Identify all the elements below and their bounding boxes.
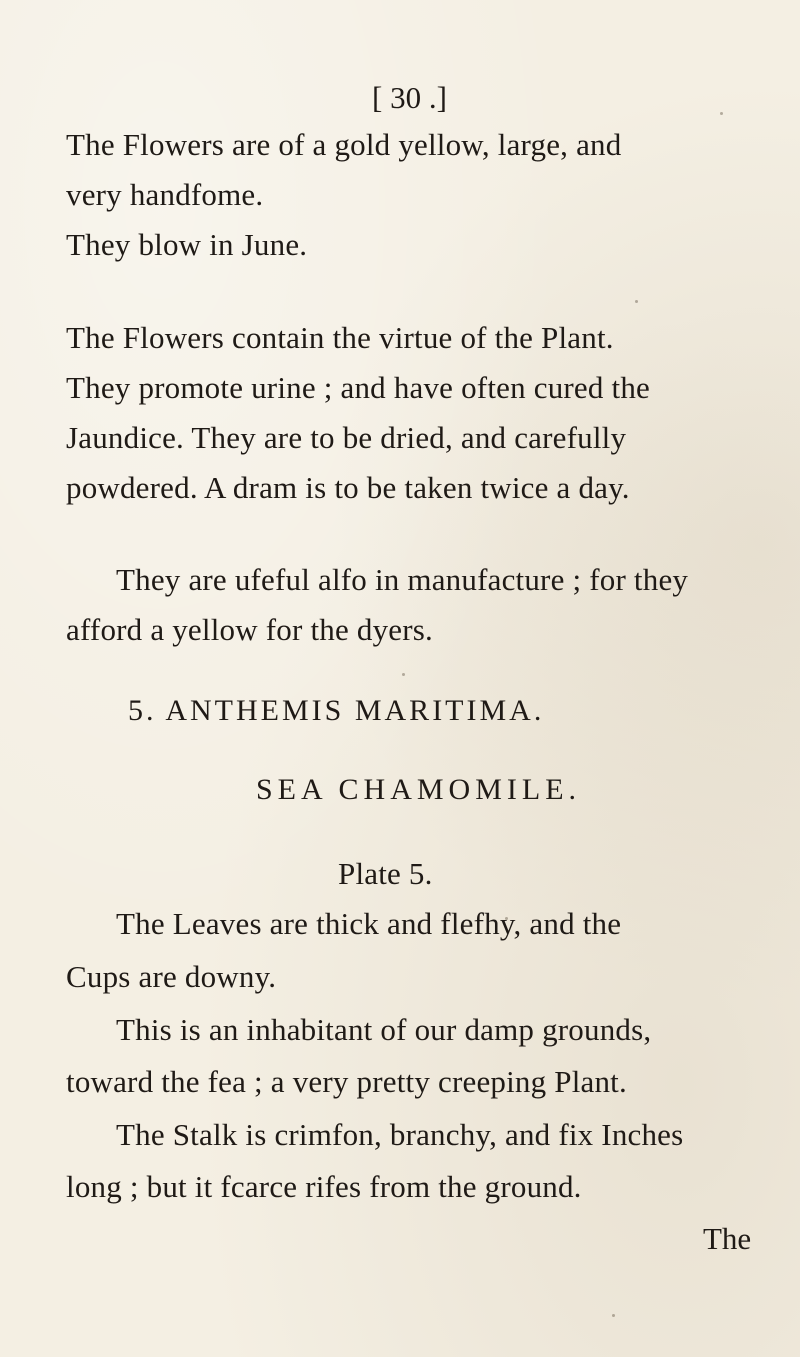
description-line-2: Cups are downy.	[66, 959, 277, 994]
section-title: 5. ANTHEMIS MARITIMA.	[128, 694, 545, 727]
plate-reference: Plate 5.	[338, 856, 433, 891]
description-line-4: toward the fea ; a very pretty creeping Plant.	[66, 1064, 627, 1099]
paragraph-2-line-1: The Flowers contain the virtue of the Plant.	[66, 320, 614, 355]
description-line-1: The Leaves are thick and flefhy, and the	[116, 906, 622, 941]
paper-speck	[635, 300, 638, 303]
paragraph-3-line-1: They are ufeful alfo in manufacture ; for they	[116, 562, 689, 597]
paper-speck	[720, 112, 723, 115]
catchword: The	[703, 1221, 752, 1256]
paragraph-2-line-2: They promote urine ; and have often cured the	[66, 370, 650, 405]
paper-speck	[402, 673, 405, 676]
description-line-5: The Stalk is crimfon, branchy, and fix Inches	[116, 1117, 684, 1152]
paragraph-1-line-3: They blow in June.	[66, 227, 308, 262]
paragraph-2-line-3: Jaundice. They are to be dried, and carefully	[66, 420, 627, 455]
paragraph-2-line-4: powdered. A dram is to be taken twice a day.	[66, 470, 630, 505]
paragraph-1-line-1: The Flowers are of a gold yellow, large, and	[66, 127, 622, 162]
page-number-header: [ 30 .]	[372, 80, 447, 115]
paper-speck	[612, 1314, 615, 1317]
paper-speck	[505, 917, 508, 920]
description-line-3: This is an inhabitant of our damp grounds,	[116, 1012, 652, 1047]
paragraph-1-line-2: very handfome.	[66, 177, 264, 212]
paragraph-3-line-2: afford a yellow for the dyers.	[66, 612, 433, 647]
common-name-heading: SEA CHAMOMILE.	[256, 773, 582, 806]
description-line-6: long ; but it fcarce rifes from the ground.	[66, 1169, 582, 1204]
